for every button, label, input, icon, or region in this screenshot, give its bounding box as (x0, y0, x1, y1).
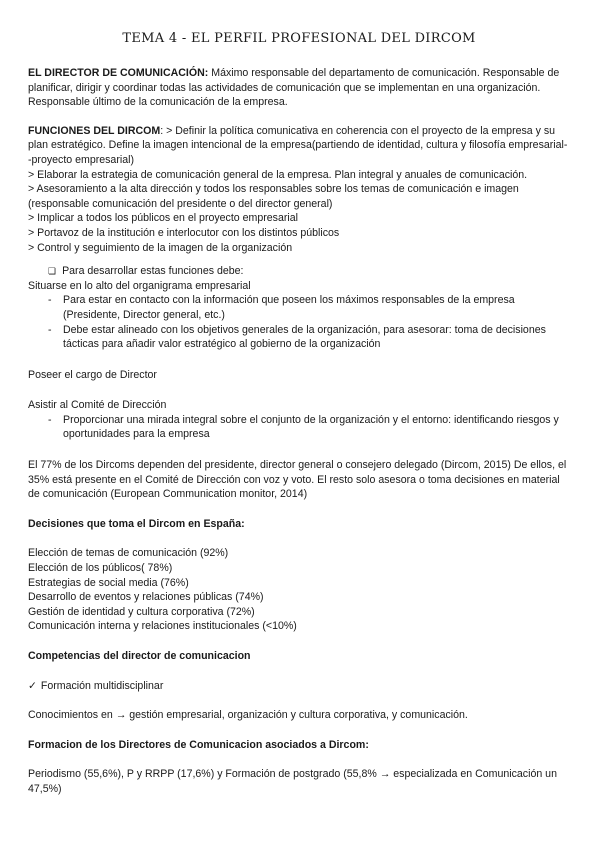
list-item: - Debe estar alineado con los objetivos generales de la organización, para asesorar: toma de decisiones tácticas para añadir valor estratégico al gobierno de la organización (48, 323, 570, 352)
formacion-text: Periodismo (55,6%), P y RRPP (17,6%) y Formación de postgrado (55,8% → especializada en Comunicación un 47,5%) (28, 768, 557, 795)
situarse-line: Situarse en lo alto del organigrama empresarial (28, 279, 251, 292)
director-paragraph (28, 66, 570, 110)
competencias-heading: Competencias del director de comunicacion (28, 650, 251, 662)
asistir-line: Asistir al Comité de Dirección (28, 399, 167, 412)
page-title: TEMA 4 - EL PERFIL PROFESIONAL DEL DIRCOM (122, 31, 476, 46)
list-item: - Proporcionar una mirada integral sobre el conjunto de la organización y el entorno: identificando riesgos y oportunidades para la empresa (48, 413, 570, 442)
decision-item: Elección de los públicos( 78%) (28, 562, 173, 575)
stats-paragraph: El 77% de los Dircoms dependen del presidente, director general o consejero delegado (Dircom, 2015) De ellos, el 35% está presente en el Comité de Dirección con voz y voto. El resto solo asesora o toma decisiones en material de comunicación (European Communication monitor, 2014) (28, 459, 567, 501)
decision-item: Comunicación interna y relaciones institucionales (<10%) (28, 620, 297, 633)
funciones-item: > Portavoz de la institución e interlocutor con los distintos públicos (28, 226, 340, 239)
competencias-check-line: ✓ Formación multidisciplinar (28, 679, 164, 692)
director-text: Máximo responsable del departamento de comunicación. Responsable de planificar, dirigir y coordinar todas las actividades de comunicación que se implementan en una organización. Responsable último de la comunicación de la empresa. (28, 67, 560, 109)
decisiones-heading: Decisiones que toma el Dircom en España: (28, 517, 245, 530)
funciones-item: > Elaborar la estrategia de comunicación general de la empresa. Plan integral y anuales de comunicación. (28, 168, 528, 181)
funciones-item: > Control y seguimiento de la imagen de la organización (28, 241, 293, 254)
director-label: EL DIRECTOR DE COMUNICACIÓN: (28, 67, 209, 79)
funciones-item: > Asesoramiento a la alta dirección y todos los responsables sobre los temas de comunicación e imagen (responsable comunicación del presidente o del director general) (28, 183, 519, 210)
checkmark-icon: ✓ (28, 679, 37, 692)
decision-item: Elección de temas de comunicación (92%) (28, 547, 229, 560)
funciones-paragraph (28, 124, 570, 168)
formacion-heading: Formacion de los Directores de Comunicacion asociados a Dircom: (28, 738, 369, 751)
desarrollar-intro: ❏ Para desarrollar estas funciones debe: (48, 265, 244, 278)
asistir-list (28, 413, 570, 442)
checkbox-square-icon: ❏ (48, 266, 57, 277)
conocimientos-line: Conocimientos en → gestión empresarial, organización y cultura corporativa, y comunicación. (28, 709, 468, 722)
funciones-item: > Implicar a todos los públicos en el proyecto empresarial (28, 212, 298, 225)
decision-item: Gestión de identidad y cultura corporativa (72%) (28, 605, 255, 618)
funciones-label: FUNCIONES DEL DIRCOM (28, 124, 161, 137)
decision-item: Desarrollo de eventos y relaciones públicas (74%) (28, 591, 264, 604)
decision-item: Estrategias de social media (76%) (28, 576, 189, 589)
poseer-line: Poseer el cargo de Director (28, 368, 157, 381)
situarse-list (28, 293, 570, 351)
funciones-first: : > Definir la política comunicativa en coherencia con el proyecto de la empresa y su plan estratégico. Define la imagen intencional de la empresa(partiendo de identidad, cultura y filosofía empresarial--proyecto empresarial) (28, 124, 568, 166)
list-item: - Para estar en contacto con la información que poseen los máximos responsables de la empresa (Presidente, Director general, etc.) (48, 293, 570, 322)
